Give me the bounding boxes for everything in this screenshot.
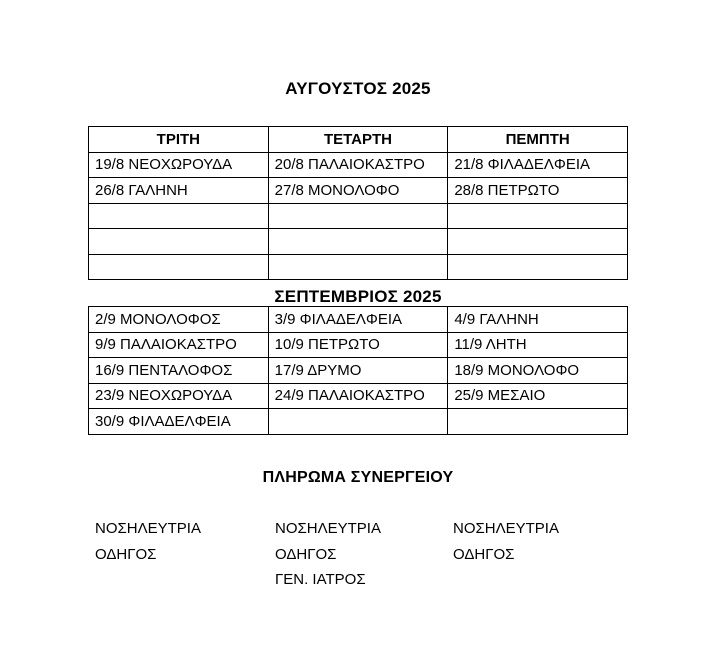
schedule-cell: 26/8 ΓΑΛΗΝΗ (89, 178, 269, 204)
schedule-cell: 18/9 ΜΟΝΟΛΟΦΟ (448, 358, 628, 384)
crew-role-driver: ΟΔΗΓΟΣ (95, 545, 157, 563)
schedule-cell (448, 229, 628, 255)
schedule-cell (89, 229, 269, 255)
table-row-empty (89, 254, 628, 280)
august-title: ΑΥΓΟΥΣΤΟΣ 2025 (285, 79, 431, 98)
schedule-cell (89, 254, 269, 280)
crew-role-doctor: ΓΕΝ. ΙΑΤΡΟΣ (275, 571, 366, 588)
schedule-cell: 30/9 ΦΙΛΑΔΕΛΦΕΙΑ (89, 409, 269, 435)
schedule-cell (448, 254, 628, 280)
table-row (89, 358, 628, 384)
table-row-empty (89, 229, 628, 255)
schedule-cell: 24/9 ΠΑΛΑΙΟΚΑΣΤΡΟ (268, 383, 448, 409)
schedule-cell: 16/9 ΠΕΝΤΑΛΟΦΟΣ (89, 358, 269, 384)
schedule-cell (268, 409, 448, 435)
schedule-cell (89, 203, 269, 229)
schedule-cell: 28/8 ΠΕΤΡΩΤΟ (448, 178, 628, 204)
crew-column-2 (275, 516, 381, 593)
header-thursday: ΠΕΜΠΤΗ (448, 127, 628, 153)
table-row (89, 307, 628, 333)
header-tuesday: ΤΡΙΤΗ (89, 127, 269, 153)
crew-role-driver: ΟΔΗΓΟΣ (453, 545, 515, 563)
schedule-cell: 17/9 ΔΡΥΜΟ (268, 358, 448, 384)
crew-column-3 (453, 516, 559, 567)
table-row (89, 332, 628, 358)
crew-role-nurse: ΝΟΣΗΛΕΥΤΡΙΑ (275, 520, 381, 537)
schedule-cell: 20/8 ΠΑΛΑΙΟΚΑΣΤΡΟ (268, 152, 448, 178)
table-row-empty (89, 203, 628, 229)
header-wednesday: ΤΕΤΑΡΤΗ (268, 127, 448, 153)
schedule-cell: 19/8 ΝΕΟΧΩΡΟΥΔΑ (89, 152, 269, 178)
table-row (89, 383, 628, 409)
schedule-cell: 21/8 ΦΙΛΑΔΕΛΦΕΙΑ (448, 152, 628, 178)
schedule-cell (268, 203, 448, 229)
crew-column-1 (95, 516, 201, 567)
schedule-cell: 10/9 ΠΕΤΡΩΤΟ (268, 332, 448, 358)
schedule-cell (448, 203, 628, 229)
schedule-cell: 11/9 ΛΗΤΗ (448, 332, 628, 358)
schedule-cell (268, 254, 448, 280)
schedule-cell: 3/9 ΦΙΛΑΔΕΛΦΕΙΑ (268, 307, 448, 333)
august-header-row (89, 127, 628, 153)
crew-role-driver: ΟΔΗΓΟΣ (275, 545, 337, 563)
schedule-cell: 27/8 ΜΟΝΟΛΟΦΟ (268, 178, 448, 204)
schedule-cell: 4/9 ΓΑΛΗΝΗ (448, 307, 628, 333)
table-row (89, 409, 628, 435)
august-table (88, 126, 628, 280)
schedule-cell: 23/9 ΝΕΟΧΩΡΟΥΔΑ (89, 383, 269, 409)
september-title: ΣΕΠΤΕΜΒΡΙΟΣ 2025 (274, 287, 442, 306)
schedule-cell: 2/9 ΜΟΝΟΛΟΦΟΣ (89, 307, 269, 333)
schedule-cell: 9/9 ΠΑΛΑΙΟΚΑΣΤΡΟ (89, 332, 269, 358)
crew-role-nurse: ΝΟΣΗΛΕΥΤΡΙΑ (453, 520, 559, 537)
crew-role-nurse: ΝΟΣΗΛΕΥΤΡΙΑ (95, 520, 201, 537)
schedule-cell: 25/9 ΜΕΣΑΙΟ (448, 383, 628, 409)
table-row (89, 152, 628, 178)
crew-title: ΠΛΗΡΩΜΑ ΣΥΝΕΡΓΕΙΟΥ (262, 469, 454, 486)
table-row (89, 178, 628, 204)
schedule-cell (268, 229, 448, 255)
schedule-cell (448, 409, 628, 435)
september-table (88, 306, 628, 435)
